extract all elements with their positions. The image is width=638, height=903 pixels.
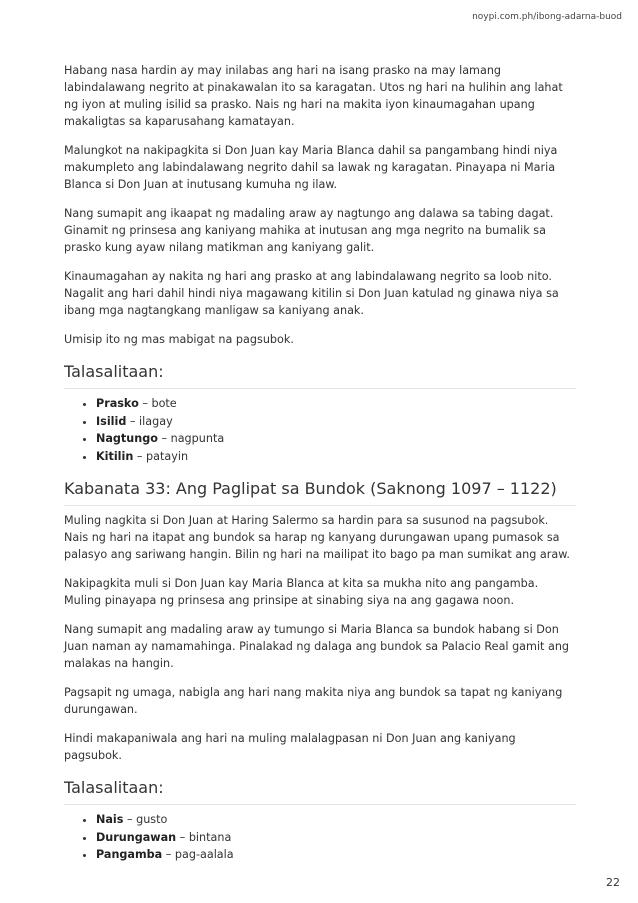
paragraph: Nang sumapit ang ikaapat ng madaling araw ay nagtungo ang dalawa sa tabing dagat. Ginamit ng prinsesa ang kaniyang mahika at inutusan ang mga negrito na bumalik sa prasko kung ayaw nilang matikman ang kaniyang galit.	[64, 207, 554, 254]
vocabulary-list	[64, 811, 576, 864]
vocab-term: Prasko	[96, 397, 139, 410]
list-item	[96, 413, 576, 431]
vocabulary-list	[64, 395, 576, 465]
list-item	[96, 448, 576, 466]
vocab-definition: – nagpunta	[157, 432, 225, 445]
list-item	[96, 846, 576, 864]
vocab-term: Durungawan	[96, 830, 177, 844]
vocab-definition: – bote	[138, 397, 177, 410]
paragraph: Kinaumagahan ay nakita ng hari ang prasko at ang labindalawang negrito sa loob nito. Nagalit ang hari dahil hindi niya magawang kitilin si Don Juan katulad ng ginawa niya sa ibang mga nagtangkang manligaw sa kaniyang anak.	[64, 270, 559, 317]
paragraph: Umisip ito ng mas mabigat na pagsubok.	[64, 333, 294, 346]
paragraph: Habang nasa hardin ay may inilabas ang hari na isang prasko na may lamang labindalawang negrito at pinakawalan ito sa karagatan. Utos ng hari na hulihin ang lahat ng iyon at muling isilid sa prasko. Nais ng hari na makita iyon kinaumagahan upang makaligtas sa kaparusahang kamatayan.	[64, 64, 563, 128]
article-body	[64, 62, 576, 876]
paragraph: Nakipagkita muli si Don Juan kay Maria Blanca at kita sa mukha nito ang pangamba. Muling pinayapa ng prinsesa ang prinsipe at sinabing siya na ang gagawa noon.	[64, 577, 539, 607]
paragraph: Malungkot na nakipagkita si Don Juan kay Maria Blanca dahil sa pangambang hindi niya makumpleto ang labindalawang negrito dahil sa lawak ng karagatan. Pinayapa ni Maria Blanca si Don Juan at inutusang kumuha ng ilaw.	[64, 144, 558, 191]
list-item	[96, 829, 576, 847]
vocab-definition: – ilagay	[126, 414, 173, 428]
vocab-term: Nagtungo	[96, 432, 158, 445]
page-number: 22	[606, 876, 620, 889]
paragraph: Nang sumapit ang madaling araw ay tumungo si Maria Blanca sa bundok habang si Don Juan naman ay namamahinga. Pinalakad ng dalaga ang bundok sa Palacio Real gamit ang malakas na hangin.	[64, 623, 570, 670]
vocab-definition: – bintana	[176, 830, 232, 844]
vocabulary-heading: Talasalitaan:	[64, 778, 576, 805]
paragraph: Hindi makapaniwala ang hari na muling malalagpasan ni Don Juan ang kaniyang pagsubok.	[64, 732, 516, 762]
vocab-term: Kitilin	[96, 449, 134, 463]
chapter-heading: Kabanata 33: Ang Paglipat sa Bundok (Saknong 1097 – 1122)	[64, 479, 576, 506]
paragraph: Muling nagkita si Don Juan at Haring Salermo sa hardin para sa susunod na pagsubok. Nais ng hari na itapat ang bundok sa harap ng kanyang durungawan upang pumasok sa palasyo ang sariwang hangin. Bilin ng hari na mailipat ito bago pa man sumikat ang araw.	[64, 514, 570, 561]
paragraph: Pagsapit ng umaga, nabigla ang hari nang makita niya ang bundok sa tapat ng kaniyang durungawan.	[64, 686, 563, 716]
vocab-definition: – patayin	[133, 449, 189, 463]
vocab-term: Isilid	[96, 414, 127, 428]
vocab-definition: – pag-aalala	[162, 848, 234, 861]
vocab-term: Pangamba	[96, 848, 163, 861]
vocab-term: Nais	[96, 813, 124, 826]
list-item	[96, 395, 576, 413]
vocabulary-heading: Talasalitaan:	[64, 362, 576, 389]
list-item	[96, 811, 576, 829]
vocab-definition: – gusto	[123, 813, 168, 826]
source-url: noypi.com.ph/ibong-adarna-buod	[472, 12, 622, 22]
list-item	[96, 430, 576, 448]
